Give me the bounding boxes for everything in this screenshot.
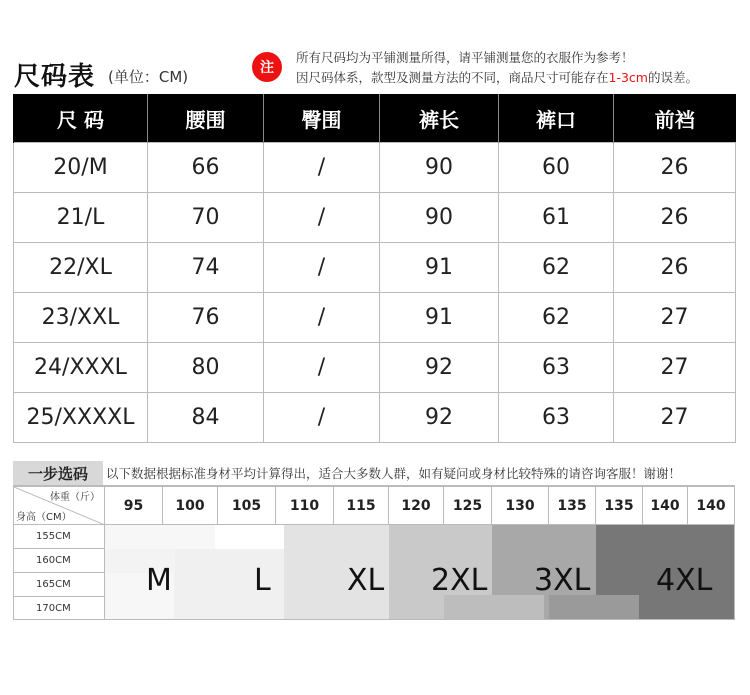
page-title: 尺码表 (14, 62, 96, 92)
cell-hip: / (264, 343, 380, 393)
cell-waist: 70 (148, 193, 264, 243)
col-header-length: 裤长 (380, 94, 499, 143)
grid-corner-header (14, 487, 105, 525)
cell-leg-opening: 62 (499, 243, 614, 293)
cell-leg-opening: 61 (499, 193, 614, 243)
cell-size: 23/XXL (14, 293, 148, 343)
cell-front-rise: 27 (614, 343, 736, 393)
cell-front-rise: 27 (614, 393, 736, 443)
weight-cell: 135 (596, 487, 643, 525)
size-label-4xl: 4XL (656, 563, 713, 598)
weight-cell: 110 (276, 487, 334, 525)
cell-hip: / (264, 243, 380, 293)
size-label-2xl: 2XL (431, 563, 488, 598)
note-line-1: 所有尺码均为平铺测量所得，请平铺测量您的衣服作为参考！ (296, 50, 634, 65)
height-cell: 165CM (14, 573, 105, 597)
cell-front-rise: 27 (614, 293, 736, 343)
cell-leg-opening: 63 (499, 343, 614, 393)
table-row (14, 193, 736, 243)
height-cell: 170CM (14, 597, 105, 619)
weight-cell: 100 (163, 487, 218, 525)
size-label-3xl: 3XL (534, 563, 591, 598)
cell-size: 20/M (14, 143, 148, 193)
weight-cell: 105 (218, 487, 276, 525)
weight-cell: 95 (105, 487, 163, 525)
weight-axis-label: 体重（斤） (50, 492, 100, 503)
cell-length: 92 (380, 343, 499, 393)
note-line-2-pre: 因尺码体系，款型及测量方法的不同，商品尺寸可能存在 (296, 70, 609, 85)
weight-cell: 140 (688, 487, 734, 525)
col-header-leg-opening: 裤口 (499, 94, 614, 143)
size-label-xl: XL (347, 563, 385, 598)
table-row (14, 243, 736, 293)
cell-hip: / (264, 293, 380, 343)
cell-leg-opening: 62 (499, 293, 614, 343)
size-table-header-row (14, 94, 736, 143)
cell-length: 90 (380, 193, 499, 243)
size-label-m: M (146, 563, 172, 598)
cell-waist: 84 (148, 393, 264, 443)
cell-waist: 80 (148, 343, 264, 393)
cell-leg-opening: 63 (499, 393, 614, 443)
weight-cell: 135 (549, 487, 596, 525)
table-row (14, 143, 736, 193)
step-description: 以下数据根据标准身材平均计算得出，适合大多数人群，如有疑问或身材比较特殊的请咨询客服！谢谢！ (106, 466, 682, 481)
weight-cell: 115 (334, 487, 389, 525)
zone-overlap-3 (549, 595, 639, 619)
col-header-size: 尺 码 (14, 94, 148, 143)
cell-waist: 74 (148, 243, 264, 293)
unit-label: (单位：CM) (108, 68, 189, 86)
cell-size: 24/XXXL (14, 343, 148, 393)
size-label-l: L (254, 563, 271, 598)
cell-length: 92 (380, 393, 499, 443)
col-header-waist: 腰围 (148, 94, 264, 143)
col-header-hip: 臀围 (264, 94, 380, 143)
table-row (14, 393, 736, 443)
note-line-2 (296, 68, 698, 86)
height-cell: 160CM (14, 549, 105, 573)
cell-size: 22/XL (14, 243, 148, 293)
cell-size: 21/L (14, 193, 148, 243)
col-header-front-rise: 前裆 (614, 94, 736, 143)
cell-waist: 66 (148, 143, 264, 193)
cell-length: 91 (380, 293, 499, 343)
cell-length: 91 (380, 243, 499, 293)
cell-waist: 76 (148, 293, 264, 343)
cell-front-rise: 26 (614, 243, 736, 293)
cell-size: 25/XXXXL (14, 393, 148, 443)
note-line-2-post: 的误差。 (647, 70, 698, 85)
cell-length: 90 (380, 143, 499, 193)
step-selection-tab: 一步选码 (13, 461, 103, 485)
note-error-range: 1-3cm (608, 70, 648, 85)
weight-cell: 130 (492, 487, 549, 525)
weight-cell: 125 (444, 487, 492, 525)
weight-cell: 120 (389, 487, 444, 525)
cell-front-rise: 26 (614, 143, 736, 193)
cell-hip: / (264, 393, 380, 443)
cell-leg-opening: 60 (499, 143, 614, 193)
table-row (14, 343, 736, 393)
height-axis-label: 身高（CM） (16, 512, 72, 523)
cell-hip: / (264, 193, 380, 243)
cell-front-rise: 26 (614, 193, 736, 243)
zone-overlap-2 (444, 595, 544, 619)
cell-hip: / (264, 143, 380, 193)
weight-cell: 140 (643, 487, 688, 525)
size-table (13, 94, 736, 443)
note-badge: 注 (252, 52, 282, 82)
height-cell: 155CM (14, 525, 105, 549)
table-row (14, 293, 736, 343)
size-recommendation-grid (13, 486, 735, 620)
